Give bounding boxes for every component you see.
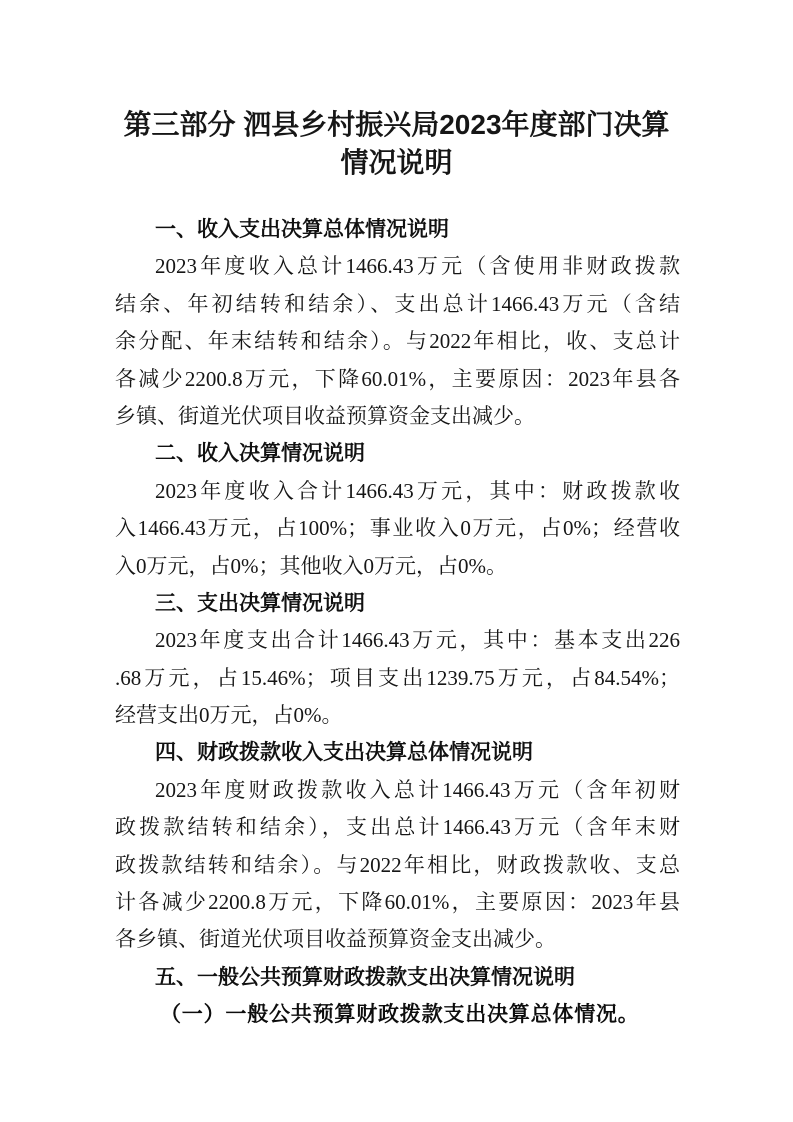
paragraph-line: 2023年度财政拨款收入总计1466.43万元（含年初财 xyxy=(155,777,680,802)
paragraph-line: 政拨款结转和结余）。与2022年相比，财政拨款收、支总 xyxy=(115,852,680,877)
title-line-1: 第三部分 泗县乡村振兴局2023年度部门决算 xyxy=(123,109,670,140)
paragraph-line: 各乡镇、街道光伏项目收益预算资金支出减少。 xyxy=(115,927,556,952)
section-expenditure xyxy=(115,585,680,735)
paragraph-line: 入0万元，占0%；其他收入0万元，占0%。 xyxy=(115,553,507,578)
paragraph-line: 结余、年初结转和结余）、支出总计1466.43万元（含结 xyxy=(115,291,680,316)
section-general-public-budget xyxy=(115,959,680,1034)
paragraph-line: 乡镇、街道光伏项目收益预算资金支出减少。 xyxy=(115,403,535,428)
paragraph-line: 政拨款结转和结余），支出总计1466.43万元（含年末财 xyxy=(115,815,680,840)
section-income-expenditure-overview xyxy=(115,211,680,435)
section-heading: 二、收入决算情况说明 xyxy=(155,442,365,466)
section-income xyxy=(115,435,680,585)
section-heading: 四、财政拨款收入支出决算总体情况说明 xyxy=(155,741,533,765)
section-heading: 五、一般公共预算财政拨款支出决算情况说明 xyxy=(155,965,575,989)
paragraph-line: 2023年度收入合计1466.43万元，其中：财政拨款收 xyxy=(155,478,680,503)
title-line-2: 情况说明 xyxy=(340,147,453,178)
paragraph-line: 余分配、年末结转和结余）。与2022年相比，收、支总计 xyxy=(115,329,680,354)
document-body xyxy=(115,211,680,1034)
subsection-heading: （一）一般公共预算财政拨款支出决算总体情况。 xyxy=(160,1002,640,1027)
section-fiscal-appropriation xyxy=(115,734,680,958)
paragraph-line: 2023年度支出合计1466.43万元，其中：基本支出226 xyxy=(155,628,680,653)
paragraph-line: 2023年度收入总计1466.43万元（含使用非财政拨款 xyxy=(155,254,680,279)
document-title xyxy=(0,106,793,182)
paragraph-line: 计各减少2200.8万元，下降60.01%，主要原因：2023年县 xyxy=(115,890,680,915)
paragraph-line: 各减少2200.8万元，下降60.01%，主要原因：2023年县各 xyxy=(115,366,680,391)
section-heading: 一、收入支出决算总体情况说明 xyxy=(155,218,449,241)
paragraph-line: .68万元，占15.46%；项目支出1239.75万元，占84.54%； xyxy=(115,665,680,690)
paragraph-line: 入1466.43万元，占100%；事业收入0万元，占0%；经营收 xyxy=(115,516,680,541)
paragraph-line: 经营支出0万元，占0%。 xyxy=(115,703,343,728)
section-heading: 三、支出决算情况说明 xyxy=(155,591,365,615)
